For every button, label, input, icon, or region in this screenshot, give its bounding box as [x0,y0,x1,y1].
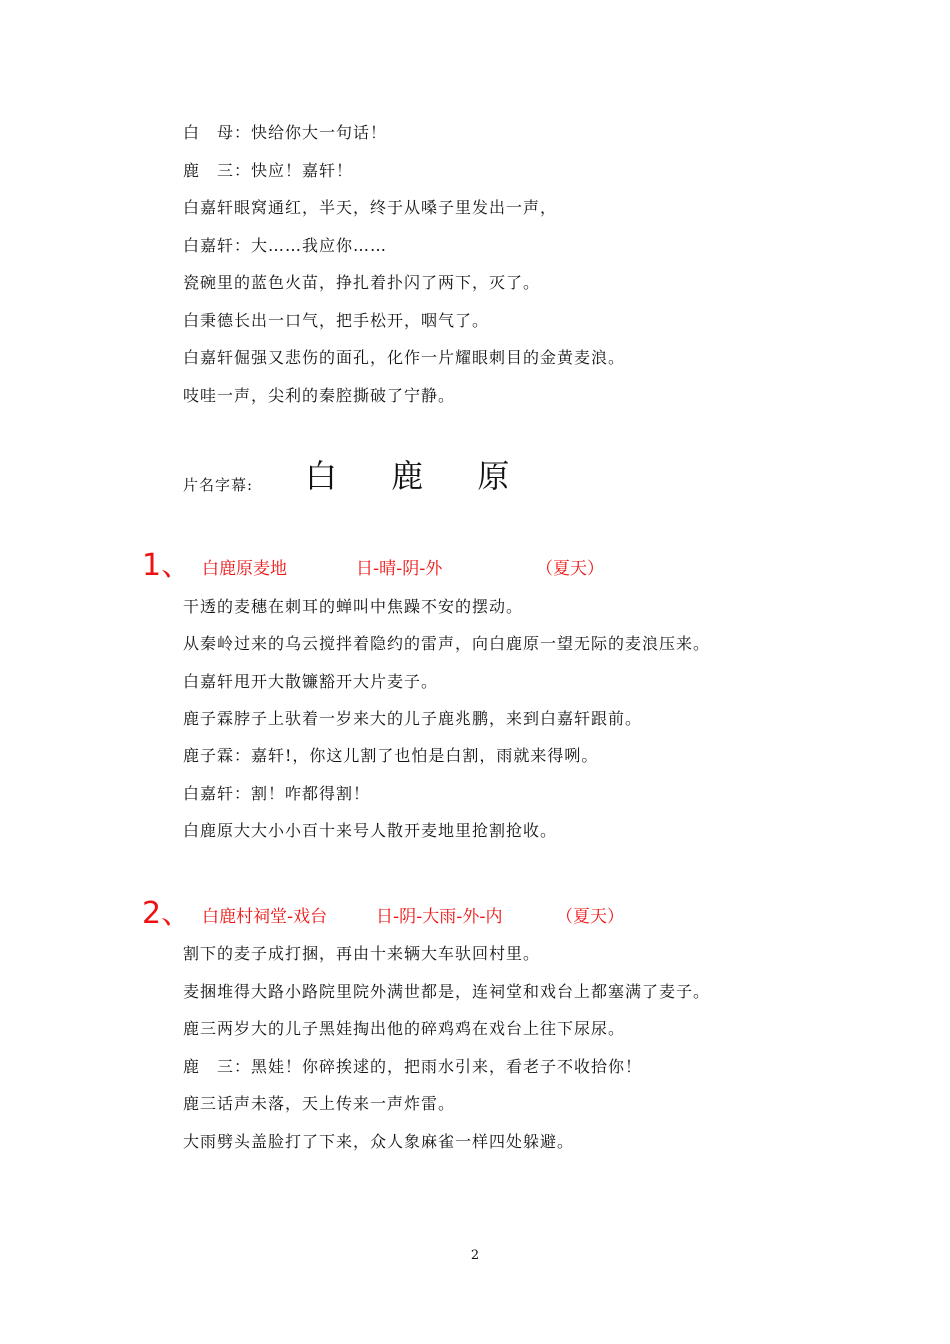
script-line: 从秦岭过来的乌云搅拌着隐约的雷声，向白鹿原一望无际的麦浪压来。 [183,634,711,653]
script-line: 白嘉轩眼窝通红，半天，终于从嗓子里发出一声， [183,198,558,217]
script-line: 大雨劈头盖脸打了下来，众人象麻雀一样四处躲避。 [183,1132,575,1151]
scene-time-weather: 日-晴-阴-外 [356,559,443,579]
script-line: 瓷碗里的蓝色火苗，挣扎着扑闪了两下，灭了。 [183,273,541,292]
script-line: 鹿子霖：嘉轩!，你这儿割了也怕是白割，雨就来得咧。 [183,746,599,765]
script-line: 白嘉轩倔强又悲伤的面孔，化作一片耀眼刺目的金黄麦浪。 [183,348,626,367]
scene-location: 白鹿原麦地 [202,559,287,579]
script-line: 鹿 三：快应！嘉轩！ [183,161,354,180]
script-line: 鹿子霖脖子上驮着一岁来大的儿子鹿兆鹏，来到白嘉轩跟前。 [183,709,643,728]
scene-number: 2、 [142,896,192,931]
scene-season: （夏天） [536,559,604,579]
script-line: 白嘉轩甩开大散镰豁开大片麦子。 [183,672,439,691]
scene-number: 1、 [142,548,192,583]
script-line: 干透的麦穗在刺耳的蝉叫中焦躁不安的摆动。 [183,597,524,616]
script-line: 白秉德长出一口气，把手松开，咽气了。 [183,311,490,330]
script-line: 白 母：快给你大一句话！ [183,123,388,142]
script-line: 鹿三话声未落，天上传来一声炸雷。 [183,1094,456,1113]
script-line: 白嘉轩：割！咋都得割！ [183,784,371,803]
scene-heading-2 [142,897,662,931]
script-line: 麦捆堆得大路小路院里院外满世都是，连祠堂和戏台上都塞满了麦子。 [183,982,711,1001]
scene-heading-1 [142,549,662,583]
script-line: 鹿三两岁大的儿子黑娃掏出他的碎鸡鸡在戏台上往下尿尿。 [183,1019,626,1038]
page-number: 2 [470,1248,480,1263]
title-label: 片名字幕: [183,476,254,494]
script-line: 吱哇一声，尖利的秦腔撕破了宁静。 [183,386,456,405]
script-line: 割下的麦子成打捆，再由十来辆大车驮回村里。 [183,944,541,963]
script-line: 鹿 三：黑娃！你碎挨逑的，把雨水引来，看老子不收拾你！ [183,1057,643,1076]
script-line: 白鹿原大大小小百十来号人散开麦地里抢割抢收。 [183,821,558,840]
scene-time-weather: 日-阴-大雨-外-内 [376,907,503,927]
scene-season: （夏天） [556,907,624,927]
scene-location: 白鹿村祠堂-戏台 [202,907,328,927]
film-title: 白 鹿 原 [305,457,532,495]
script-line: 白嘉轩：大……我应你…… [183,236,388,255]
